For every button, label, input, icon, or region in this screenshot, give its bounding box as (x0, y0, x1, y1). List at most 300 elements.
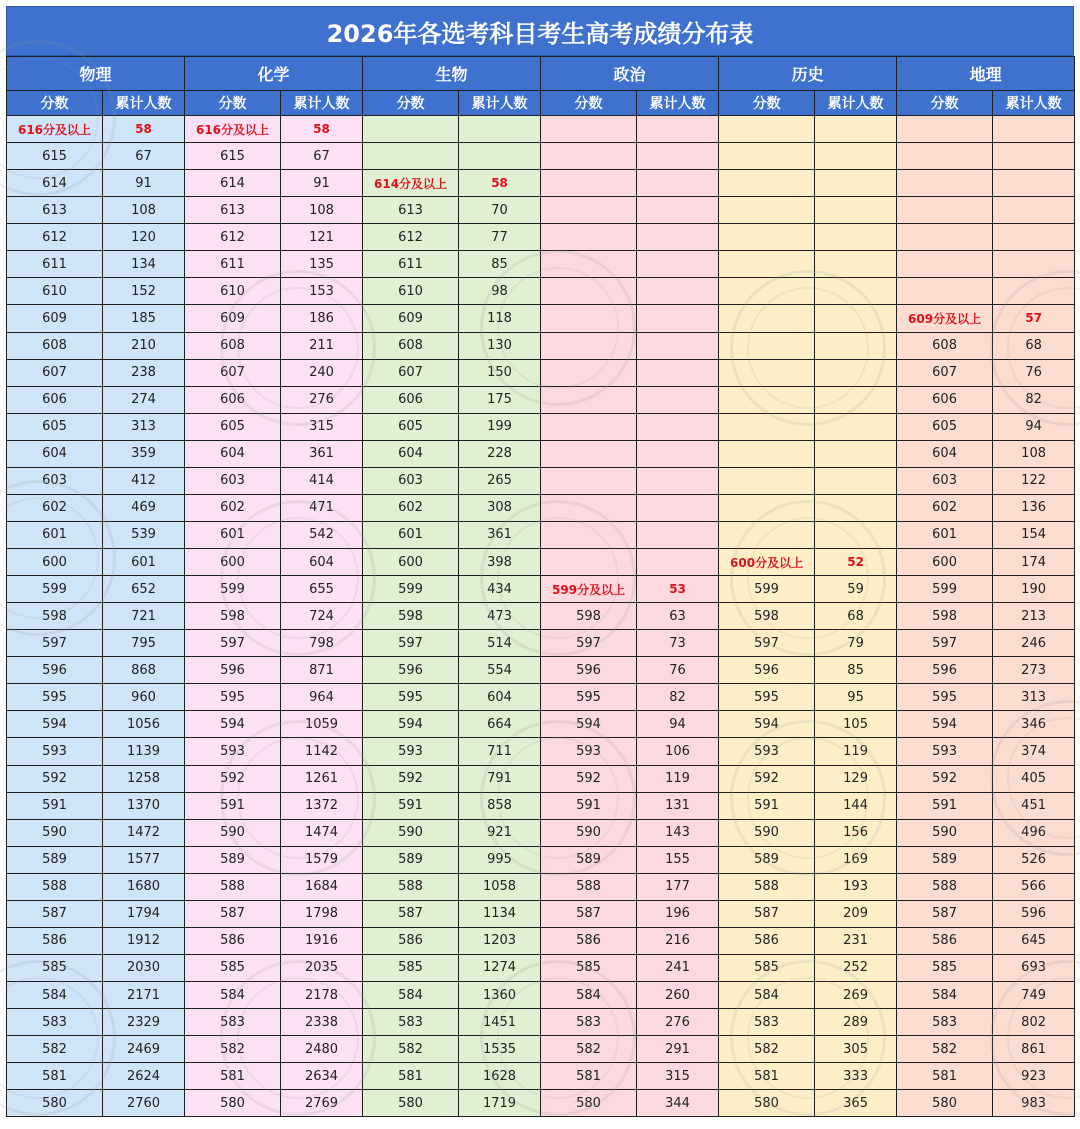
score-cell (719, 494, 815, 521)
score-cell: 597 (541, 630, 637, 657)
cumulative-count-cell: 121 (281, 224, 363, 251)
cumulative-count-cell: 1360 (459, 982, 541, 1009)
score-cell: 594 (541, 711, 637, 738)
cumulative-count-cell: 398 (459, 549, 541, 576)
cumulative-count-cell: 359 (103, 440, 185, 467)
cumulative-count-cell (637, 251, 719, 278)
cumulative-count-cell: 526 (993, 846, 1075, 873)
score-cell (719, 197, 815, 224)
cumulative-count-cell (815, 386, 897, 413)
score-table (6, 56, 1075, 1117)
cumulative-count-cell: 921 (459, 819, 541, 846)
score-cell: 584 (541, 982, 637, 1009)
cumulative-count-cell: 434 (459, 576, 541, 603)
score-cell: 585 (897, 954, 993, 981)
cumulative-count-cell (637, 386, 719, 413)
cumulative-count-cell: 361 (459, 521, 541, 548)
cumulative-count-cell (993, 197, 1075, 224)
table-row (7, 765, 1075, 792)
cumulative-count-cell: 199 (459, 413, 541, 440)
cumulative-column-header: 累计人数 (459, 91, 541, 116)
subject-header: 政治 (541, 57, 719, 91)
cumulative-count-cell: 144 (815, 792, 897, 819)
cumulative-count-cell: 2634 (281, 1063, 363, 1090)
table-row (7, 143, 1075, 170)
cumulative-count-cell: 724 (281, 603, 363, 630)
cumulative-count-cell: 469 (103, 494, 185, 521)
cumulative-count-cell: 58 (281, 116, 363, 143)
score-cell: 598 (719, 603, 815, 630)
cumulative-count-cell: 85 (815, 657, 897, 684)
cumulative-count-cell: 209 (815, 900, 897, 927)
score-column-header: 分数 (363, 91, 459, 116)
cumulative-count-cell (637, 440, 719, 467)
cumulative-count-cell: 471 (281, 494, 363, 521)
score-cell: 615 (7, 143, 103, 170)
cumulative-count-cell: 76 (993, 359, 1075, 386)
score-cell: 604 (897, 440, 993, 467)
cumulative-count-cell: 118 (459, 305, 541, 332)
score-cell: 602 (363, 494, 459, 521)
score-cell: 603 (7, 467, 103, 494)
score-cell (541, 278, 637, 305)
score-cell: 582 (719, 1036, 815, 1063)
cumulative-count-cell (993, 116, 1075, 143)
score-cell: 580 (7, 1090, 103, 1117)
score-cell (541, 467, 637, 494)
cumulative-count-cell: 1261 (281, 765, 363, 792)
score-cell: 587 (897, 900, 993, 927)
cumulative-count-cell: 2469 (103, 1036, 185, 1063)
cumulative-count-cell: 346 (993, 711, 1075, 738)
score-cell: 602 (897, 494, 993, 521)
score-cell: 583 (185, 1009, 281, 1036)
cumulative-count-cell: 1912 (103, 927, 185, 954)
score-cell: 593 (363, 738, 459, 765)
score-cell: 599 (185, 576, 281, 603)
cumulative-count-cell: 289 (815, 1009, 897, 1036)
score-cell: 587 (185, 900, 281, 927)
score-cell: 598 (7, 603, 103, 630)
cumulative-count-cell: 119 (637, 765, 719, 792)
score-cell (363, 116, 459, 143)
cumulative-count-cell (637, 197, 719, 224)
score-cell: 582 (541, 1036, 637, 1063)
cumulative-count-cell (637, 116, 719, 143)
score-cell: 615 (185, 143, 281, 170)
score-cell: 610 (185, 278, 281, 305)
score-cell: 596 (185, 657, 281, 684)
score-cell: 589 (7, 846, 103, 873)
table-row (7, 278, 1075, 305)
subject-header: 物理 (7, 57, 185, 91)
cumulative-count-cell: 153 (281, 278, 363, 305)
score-cell: 600 (897, 549, 993, 576)
cumulative-count-cell: 79 (815, 630, 897, 657)
score-cell (719, 386, 815, 413)
cumulative-count-cell (815, 359, 897, 386)
cumulative-count-cell: 177 (637, 873, 719, 900)
cumulative-count-cell: 186 (281, 305, 363, 332)
cumulative-count-cell (815, 251, 897, 278)
score-cell: 607 (897, 359, 993, 386)
score-cell: 580 (897, 1090, 993, 1117)
score-cell: 596 (363, 657, 459, 684)
cumulative-count-cell: 596 (993, 900, 1075, 927)
cumulative-count-cell: 652 (103, 576, 185, 603)
cumulative-count-cell: 496 (993, 819, 1075, 846)
cumulative-column-header: 累计人数 (815, 91, 897, 116)
cumulative-count-cell: 305 (815, 1036, 897, 1063)
table-row (7, 927, 1075, 954)
cumulative-count-cell: 1134 (459, 900, 541, 927)
score-cell (719, 116, 815, 143)
score-cell: 610 (7, 278, 103, 305)
score-cell: 597 (897, 630, 993, 657)
cumulative-count-cell: 241 (637, 954, 719, 981)
score-cell: 590 (897, 819, 993, 846)
score-cell (541, 386, 637, 413)
table-row (7, 684, 1075, 711)
cumulative-count-cell: 2769 (281, 1090, 363, 1117)
score-cell: 590 (185, 819, 281, 846)
score-cell: 589 (185, 846, 281, 873)
score-cell: 583 (897, 1009, 993, 1036)
score-cell: 594 (363, 711, 459, 738)
cumulative-count-cell (637, 278, 719, 305)
cumulative-count-cell (459, 143, 541, 170)
cumulative-count-cell: 1794 (103, 900, 185, 927)
score-cell: 592 (719, 765, 815, 792)
table-row (7, 224, 1075, 251)
cumulative-count-cell (637, 170, 719, 197)
cumulative-count-cell: 645 (993, 927, 1075, 954)
score-cell: 599 (7, 576, 103, 603)
score-cell: 594 (897, 711, 993, 738)
score-cell: 586 (7, 927, 103, 954)
cumulative-count-cell: 73 (637, 630, 719, 657)
score-cell: 582 (897, 1036, 993, 1063)
cumulative-count-cell: 68 (993, 332, 1075, 359)
score-cell: 588 (185, 873, 281, 900)
cumulative-count-cell: 1451 (459, 1009, 541, 1036)
score-cell (719, 143, 815, 170)
cumulative-count-cell: 361 (281, 440, 363, 467)
cumulative-count-cell (815, 332, 897, 359)
score-cell: 608 (897, 332, 993, 359)
cumulative-count-cell: 315 (281, 413, 363, 440)
cumulative-count-cell (993, 170, 1075, 197)
score-cell: 599 (897, 576, 993, 603)
cumulative-count-cell: 273 (993, 657, 1075, 684)
score-cell: 600 (185, 549, 281, 576)
score-cell: 597 (363, 630, 459, 657)
cumulative-count-cell: 791 (459, 765, 541, 792)
cumulative-count-cell: 1370 (103, 792, 185, 819)
score-cell: 584 (185, 982, 281, 1009)
score-cell: 612 (7, 224, 103, 251)
cumulative-count-cell: 91 (281, 170, 363, 197)
table-row (7, 521, 1075, 548)
cumulative-count-cell: 131 (637, 792, 719, 819)
cumulative-count-cell: 276 (281, 386, 363, 413)
cumulative-count-cell: 861 (993, 1036, 1075, 1063)
score-cell: 587 (7, 900, 103, 927)
cumulative-count-cell (815, 197, 897, 224)
score-cell: 580 (541, 1090, 637, 1117)
cumulative-count-cell: 143 (637, 819, 719, 846)
score-cell: 582 (7, 1036, 103, 1063)
score-cell: 591 (7, 792, 103, 819)
score-cell: 602 (185, 494, 281, 521)
score-cell: 609 (7, 305, 103, 332)
score-cell: 606 (185, 386, 281, 413)
score-cell: 595 (541, 684, 637, 711)
score-cell (541, 494, 637, 521)
score-cell: 588 (363, 873, 459, 900)
score-cell: 597 (719, 630, 815, 657)
score-cell: 590 (541, 819, 637, 846)
cumulative-count-cell: 269 (815, 982, 897, 1009)
score-cell: 581 (7, 1063, 103, 1090)
table-row (7, 900, 1075, 927)
cumulative-count-cell (815, 305, 897, 332)
score-cell: 614 (7, 170, 103, 197)
score-cell: 581 (185, 1063, 281, 1090)
score-cell: 589 (719, 846, 815, 873)
cumulative-count-cell: 156 (815, 819, 897, 846)
cumulative-count-cell: 231 (815, 927, 897, 954)
score-cell: 609 (185, 305, 281, 332)
score-cell: 608 (7, 332, 103, 359)
cumulative-count-cell: 150 (459, 359, 541, 386)
score-cell: 613 (185, 197, 281, 224)
cumulative-count-cell: 2338 (281, 1009, 363, 1036)
score-cell (719, 224, 815, 251)
score-cell: 599 (363, 576, 459, 603)
cumulative-count-cell: 228 (459, 440, 541, 467)
cumulative-count-cell: 365 (815, 1090, 897, 1117)
score-cell: 616分及以上 (7, 116, 103, 143)
score-cell (897, 170, 993, 197)
cumulative-count-cell: 260 (637, 982, 719, 1009)
score-cell: 602 (7, 494, 103, 521)
cumulative-count-cell: 542 (281, 521, 363, 548)
cumulative-count-cell: 169 (815, 846, 897, 873)
cumulative-count-cell: 185 (103, 305, 185, 332)
cumulative-count-cell: 82 (637, 684, 719, 711)
cumulative-count-cell: 213 (993, 603, 1075, 630)
score-cell: 587 (719, 900, 815, 927)
score-cell: 595 (897, 684, 993, 711)
cumulative-count-cell: 57 (993, 305, 1075, 332)
cumulative-count-cell: 2171 (103, 982, 185, 1009)
table-row (7, 251, 1075, 278)
cumulative-count-cell: 539 (103, 521, 185, 548)
score-cell: 606 (7, 386, 103, 413)
cumulative-count-cell: 1203 (459, 927, 541, 954)
table-row (7, 467, 1075, 494)
score-cell (719, 359, 815, 386)
cumulative-count-cell: 190 (993, 576, 1075, 603)
score-cell: 603 (185, 467, 281, 494)
cumulative-count-cell: 1258 (103, 765, 185, 792)
cumulative-count-cell: 98 (459, 278, 541, 305)
score-cell (541, 413, 637, 440)
cumulative-count-cell: 2178 (281, 982, 363, 1009)
score-cell: 589 (363, 846, 459, 873)
score-cell: 597 (185, 630, 281, 657)
score-cell (719, 251, 815, 278)
cumulative-count-cell: 53 (637, 576, 719, 603)
cumulative-count-cell: 960 (103, 684, 185, 711)
score-cell: 608 (185, 332, 281, 359)
score-cell: 599分及以上 (541, 576, 637, 603)
score-cell: 581 (719, 1063, 815, 1090)
table-row (7, 873, 1075, 900)
score-cell: 585 (541, 954, 637, 981)
cumulative-count-cell: 604 (281, 549, 363, 576)
score-cell: 585 (363, 954, 459, 981)
score-cell: 595 (7, 684, 103, 711)
cumulative-count-cell: 85 (459, 251, 541, 278)
cumulative-count-cell: 795 (103, 630, 185, 657)
cumulative-count-cell: 2624 (103, 1063, 185, 1090)
score-cell: 590 (363, 819, 459, 846)
score-cell: 604 (185, 440, 281, 467)
cumulative-count-cell: 276 (637, 1009, 719, 1036)
score-cell: 592 (541, 765, 637, 792)
score-cell: 581 (897, 1063, 993, 1090)
score-cell: 591 (719, 792, 815, 819)
cumulative-count-cell (815, 494, 897, 521)
score-cell: 598 (541, 603, 637, 630)
cumulative-count-cell: 120 (103, 224, 185, 251)
score-cell (541, 251, 637, 278)
score-cell: 606 (897, 386, 993, 413)
cumulative-count-cell: 265 (459, 467, 541, 494)
score-cell: 610 (363, 278, 459, 305)
score-cell: 612 (185, 224, 281, 251)
score-cell: 598 (185, 603, 281, 630)
cumulative-count-cell: 1719 (459, 1090, 541, 1117)
table-row (7, 846, 1075, 873)
score-cell: 591 (897, 792, 993, 819)
score-cell (541, 224, 637, 251)
cumulative-count-cell (815, 143, 897, 170)
score-cell: 593 (541, 738, 637, 765)
cumulative-count-cell: 451 (993, 792, 1075, 819)
score-cell (541, 197, 637, 224)
cumulative-count-cell: 274 (103, 386, 185, 413)
score-cell: 613 (363, 197, 459, 224)
cumulative-count-cell: 412 (103, 467, 185, 494)
cumulative-column-header: 累计人数 (281, 91, 363, 116)
score-cell: 598 (897, 603, 993, 630)
cumulative-count-cell: 68 (815, 603, 897, 630)
score-cell (897, 224, 993, 251)
score-cell: 587 (541, 900, 637, 927)
score-cell: 581 (363, 1063, 459, 1090)
score-cell: 596 (897, 657, 993, 684)
score-cell: 608 (363, 332, 459, 359)
score-cell: 601 (7, 521, 103, 548)
cumulative-count-cell: 1274 (459, 954, 541, 981)
cumulative-count-cell: 601 (103, 549, 185, 576)
score-cell: 591 (363, 792, 459, 819)
cumulative-count-cell: 130 (459, 332, 541, 359)
score-cell: 580 (363, 1090, 459, 1117)
cumulative-count-cell: 135 (281, 251, 363, 278)
score-cell: 590 (7, 819, 103, 846)
cumulative-count-cell: 77 (459, 224, 541, 251)
score-cell: 586 (541, 927, 637, 954)
score-cell: 588 (541, 873, 637, 900)
score-cell (541, 170, 637, 197)
cumulative-count-cell (815, 521, 897, 548)
cumulative-count-cell: 995 (459, 846, 541, 873)
score-column-header: 分数 (541, 91, 637, 116)
cumulative-count-cell (815, 440, 897, 467)
score-column-header: 分数 (719, 91, 815, 116)
score-cell: 607 (185, 359, 281, 386)
score-column-header: 分数 (897, 91, 993, 116)
cumulative-count-cell: 108 (993, 440, 1075, 467)
cumulative-count-cell (815, 278, 897, 305)
cumulative-count-cell: 711 (459, 738, 541, 765)
cumulative-count-cell: 1579 (281, 846, 363, 873)
cumulative-count-cell: 554 (459, 657, 541, 684)
cumulative-count-cell (815, 170, 897, 197)
cumulative-count-cell: 871 (281, 657, 363, 684)
cumulative-count-cell: 604 (459, 684, 541, 711)
cumulative-count-cell: 63 (637, 603, 719, 630)
cumulative-count-cell: 313 (103, 413, 185, 440)
score-cell (897, 116, 993, 143)
score-cell: 596 (7, 657, 103, 684)
score-cell: 588 (897, 873, 993, 900)
score-cell: 594 (185, 711, 281, 738)
cumulative-count-cell: 344 (637, 1090, 719, 1117)
cumulative-count-cell (815, 467, 897, 494)
score-cell: 591 (185, 792, 281, 819)
table-row (7, 657, 1075, 684)
score-cell: 585 (719, 954, 815, 981)
score-cell: 584 (7, 982, 103, 1009)
cumulative-count-cell: 798 (281, 630, 363, 657)
cumulative-count-cell: 67 (103, 143, 185, 170)
cumulative-count-cell: 1139 (103, 738, 185, 765)
score-cell (541, 440, 637, 467)
cumulative-count-cell: 136 (993, 494, 1075, 521)
cumulative-count-cell: 108 (103, 197, 185, 224)
table-row (7, 494, 1075, 521)
cumulative-count-cell: 91 (103, 170, 185, 197)
score-cell: 599 (719, 576, 815, 603)
cumulative-count-cell: 721 (103, 603, 185, 630)
cumulative-count-cell: 923 (993, 1063, 1075, 1090)
cumulative-count-cell: 473 (459, 603, 541, 630)
score-cell (719, 332, 815, 359)
score-cell: 593 (897, 738, 993, 765)
cumulative-count-cell: 1577 (103, 846, 185, 873)
cumulative-count-cell (637, 224, 719, 251)
cumulative-count-cell: 1684 (281, 873, 363, 900)
score-cell: 606 (363, 386, 459, 413)
cumulative-count-cell: 1056 (103, 711, 185, 738)
score-cell: 600 (7, 549, 103, 576)
score-cell: 605 (185, 413, 281, 440)
